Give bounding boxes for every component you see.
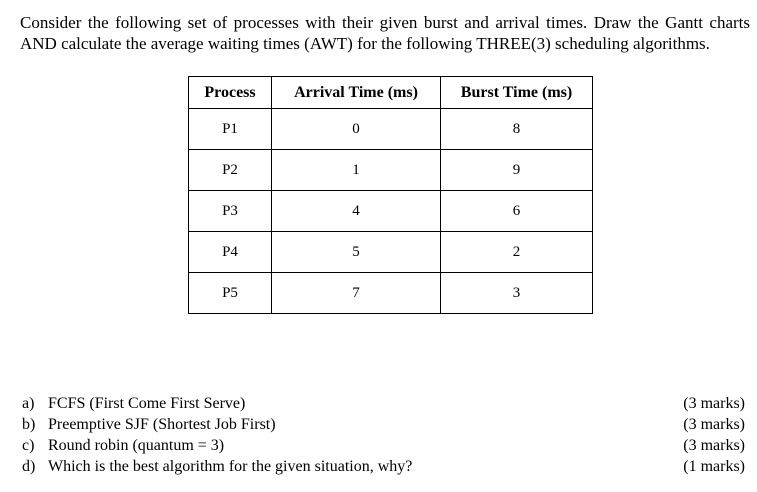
cell-process: P2 bbox=[189, 150, 272, 191]
cell-burst: 3 bbox=[441, 273, 593, 314]
question-list bbox=[22, 393, 482, 477]
cell-burst: 6 bbox=[441, 191, 593, 232]
table-row bbox=[189, 273, 593, 314]
question-text: FCFS (First Come First Serve) bbox=[48, 395, 246, 412]
question-intro: Consider the following set of processes with their given burst and arrival times. Draw the Gantt charts AND calculate the average waiting times (AWT) for the following THREE(3) scheduling algorithms. bbox=[20, 13, 750, 53]
marks-column bbox=[683, 393, 745, 477]
cell-arrival: 4 bbox=[272, 191, 441, 232]
cell-arrival: 0 bbox=[272, 109, 441, 150]
question-letter: b) bbox=[22, 416, 36, 433]
table-row bbox=[189, 232, 593, 273]
marks-d: (1 marks) bbox=[683, 458, 745, 475]
question-item-d bbox=[22, 456, 482, 477]
cell-process: P1 bbox=[189, 109, 272, 150]
cell-process: P3 bbox=[189, 191, 272, 232]
cell-arrival: 7 bbox=[272, 273, 441, 314]
question-text: Preemptive SJF (Shortest Job First) bbox=[48, 416, 276, 433]
header-process: Process bbox=[189, 77, 272, 109]
cell-process: P5 bbox=[189, 273, 272, 314]
question-letter: a) bbox=[22, 395, 35, 412]
cell-arrival: 1 bbox=[272, 150, 441, 191]
question-text: Round robin (quantum = 3) bbox=[48, 437, 225, 454]
header-burst-time: Burst Time (ms) bbox=[441, 77, 593, 109]
table-row bbox=[189, 109, 593, 150]
question-item-c bbox=[22, 435, 482, 456]
cell-arrival: 5 bbox=[272, 232, 441, 273]
table-header-row bbox=[189, 77, 593, 109]
marks-a: (3 marks) bbox=[683, 395, 745, 412]
process-table bbox=[188, 76, 593, 314]
marks-b: (3 marks) bbox=[683, 416, 745, 433]
table-row bbox=[189, 191, 593, 232]
cell-burst: 8 bbox=[441, 109, 593, 150]
question-item-a bbox=[22, 393, 482, 414]
question-letter: d) bbox=[22, 458, 36, 475]
question-item-b bbox=[22, 414, 482, 435]
header-arrival-time: Arrival Time (ms) bbox=[272, 77, 441, 109]
cell-burst: 9 bbox=[441, 150, 593, 191]
marks-c: (3 marks) bbox=[683, 437, 745, 454]
question-text: Which is the best algorithm for the given situation, why? bbox=[48, 458, 413, 475]
question-letter: c) bbox=[22, 437, 35, 454]
cell-process: P4 bbox=[189, 232, 272, 273]
cell-burst: 2 bbox=[441, 232, 593, 273]
table-row bbox=[189, 150, 593, 191]
